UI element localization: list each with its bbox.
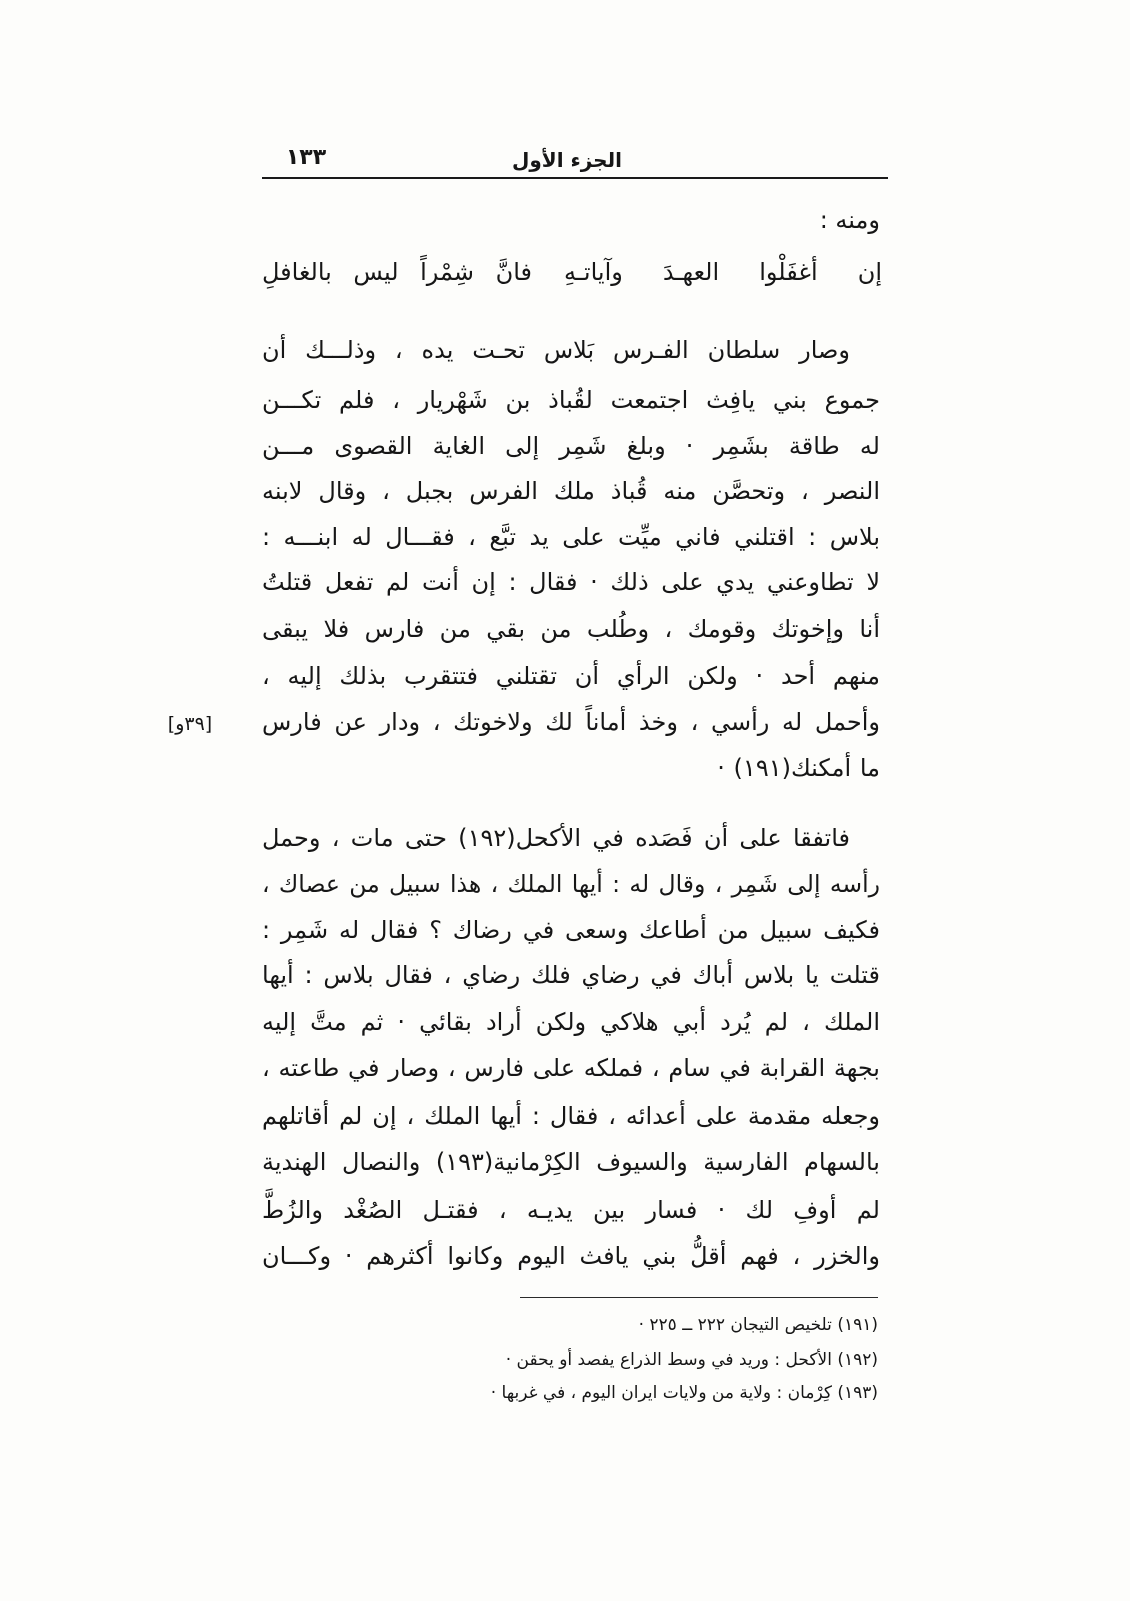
paragraph-line: وجعله مقدمة على أعدائه ، فقال : أيها الملك ، إن لم أقاتلهم (262, 1102, 880, 1130)
paragraph-line: جموع بني يافِث اجتمعت لقُباذ بن شَهْريار ، فلم تكـــن (262, 386, 880, 414)
paragraph-line: قتلت يا بلاس أباك في رضاي فلك رضاي ، فقال بلاس : أيها (262, 961, 880, 989)
paragraph-line: منهم أحد · ولكن الرأي أن تقتلني فتتقرب بذلك إليه ، (262, 662, 880, 690)
intro-line: ومنه : (819, 206, 880, 234)
paragraph-line: بالسهام الفارسية والسيوف الكِرْمانية(١٩٣) والنصال الهندية (262, 1148, 880, 1176)
paragraph-line: الملك ، لم يُرد أبي هلاكي ولكن أراد بقائي · ثم متَّ إليه (262, 1008, 880, 1036)
footnote-rule (520, 1297, 878, 1298)
header-rule (262, 177, 888, 179)
footnote: (١٩٣) كِرْمان : ولاية من ولايات ايران اليوم ، في غربها · (490, 1383, 878, 1403)
paragraph-line: بلاس : اقتلني فاني ميِّت على يد تبَّع ، فقـــال له ابنـــه : (262, 523, 880, 551)
verse-second-hemistich: فانَّ شِمْراً ليس بالغافلِ (262, 258, 532, 286)
paragraph-line: النصر ، وتحصَّن منه قُباذ ملك الفرس بجبل ، وقال لابنه (262, 477, 880, 505)
paragraph-line: فكيف سبيل من أطاعك وسعى في رضاك ؟ فقال له شَمِر : (262, 916, 880, 944)
paragraph-line: أنا وإخوتك وقومك ، وطُلب من بقي من فارس فلا يبقى (262, 615, 880, 643)
margin-folio-note: [٣٩و] (167, 713, 213, 735)
paragraph-line: له طاقة بشَمِر · وبلغ شَمِر إلى الغاية القصوى مـــن (262, 432, 880, 460)
footnote: (١٩١) تلخيص التيجان ٢٢٢ ــ ٢٢٥ · (638, 1315, 878, 1335)
paragraph-line: وأحمل له رأسي ، وخذ أماناً لك ولاخوتك ، ودار عن فارس (262, 708, 880, 736)
running-header-title: الجزء الأول (512, 148, 622, 172)
paragraph-line: وصار سلطان الفـرس بَلاس تحـت يده ، وذلـــك أن (262, 336, 850, 364)
paragraph-line: رأسه إلى شَمِر ، وقال له : أيها الملك ، هذا سبيل من عصاك ، (262, 870, 880, 898)
page-number: ١٣٣ (285, 145, 327, 170)
verse-first-hemistich: إن أغفَلْوا العهـدَ وآياتـهِ (564, 258, 882, 286)
paragraph-line: بجهة القرابة في سام ، فملكه على فارس ، وصار في طاعته ، (262, 1054, 880, 1082)
paragraph-line: لم أوفِ لك · فسار بين يديـه ، فقتـل الصُغْد والزُطَّ (262, 1196, 880, 1224)
paragraph-line: ما أمكنك(١٩١) · (717, 754, 880, 782)
footnote: (١٩٢) الأكحل : وريد في وسط الذراع يفصد أو يحقن · (505, 1350, 878, 1370)
paragraph-line: فاتفقا على أن فَصَده في الأكحل(١٩٢) حتى مات ، وحمل (262, 824, 851, 852)
paragraph-line: لا تطاوعني يدي على ذلك · فقال : إن أنت لم تفعل قتلتُ (262, 568, 880, 596)
paragraph-line: والخزر ، فهم أقلُّ بني يافث اليوم وكانوا أكثرهم · وكـــان (262, 1242, 880, 1270)
